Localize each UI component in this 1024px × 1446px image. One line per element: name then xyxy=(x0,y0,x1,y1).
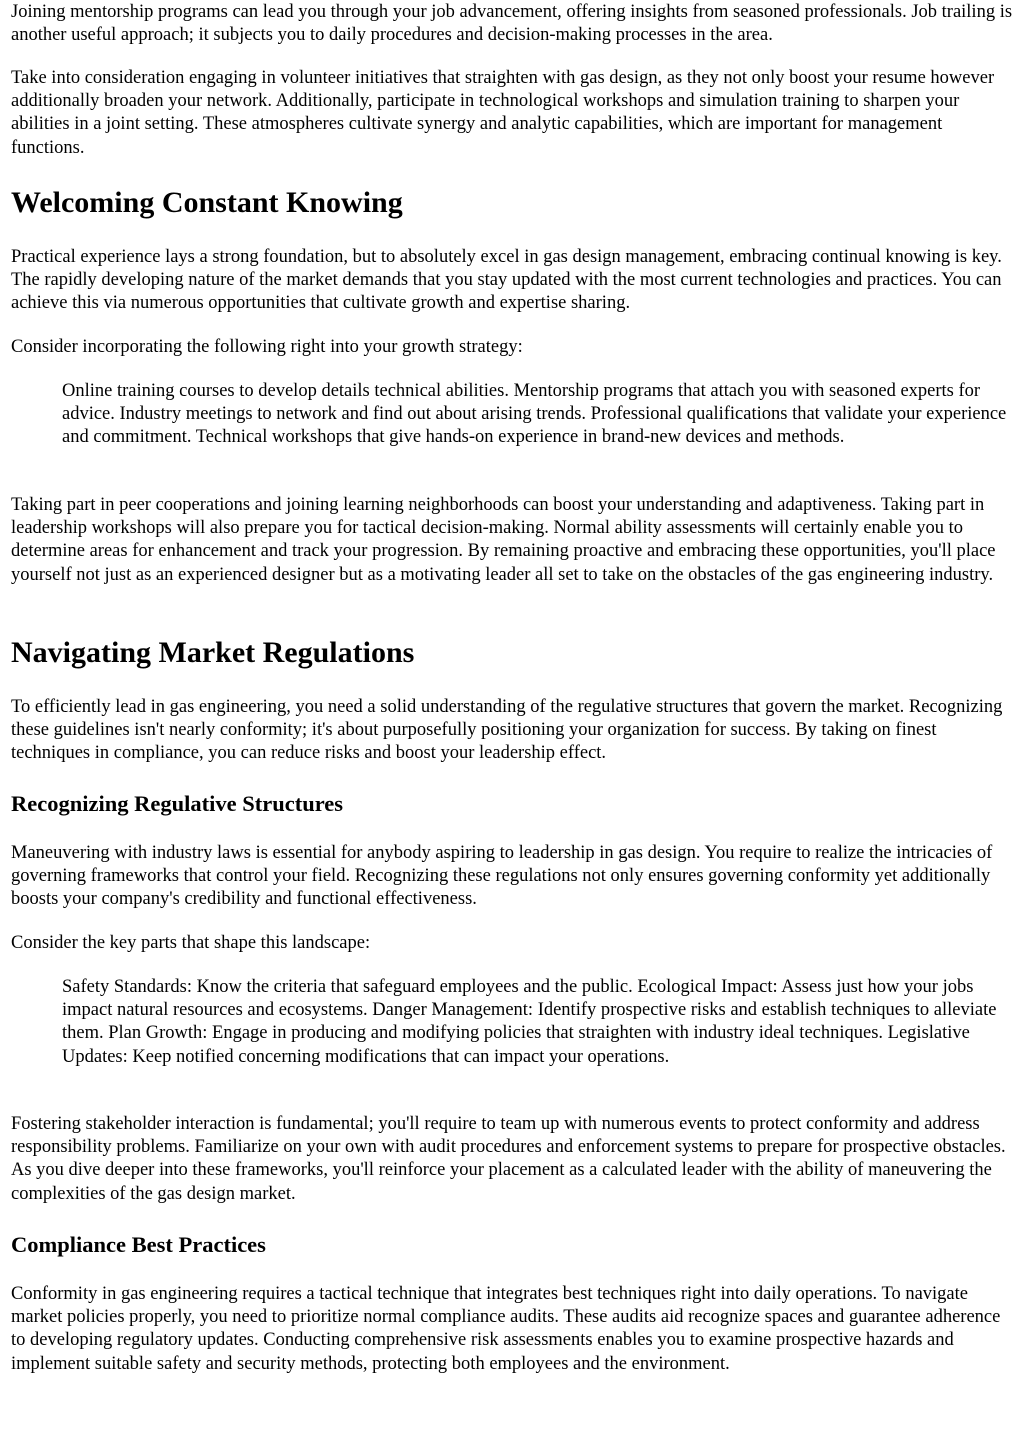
paragraph-stakeholder-interaction: Fostering stakeholder interaction is fundamental; you'll require to team up with numerous events to protect conformity and address responsibility problems. Familiarize on your own with audit procedures and enforcement systems to prepare for prospective obstacles. As you dive deeper into these frameworks, you'll reinforce your placement as a calculated leader with the ability of maneuvering the complexities of the gas design market. xyxy=(11,1114,1006,1204)
paragraph-consider-incorporating: Consider incorporating the following right into your growth strategy: xyxy=(11,337,523,357)
paragraph-conformity: Conformity in gas engineering requires a tactical technique that integrates best techniques right into daily operations. To navigate market policies properly, you need to prioritize normal compliance audits. These audits aid recognize spaces and guarantee adherence to developing regulatory updates. Conducting comprehensive risk assessments enables you to examine prospective hazards and implement suitable safety and security methods, protecting both employees and the environment. xyxy=(11,1284,1001,1374)
heading-compliance-best-practices: Compliance Best Practices xyxy=(11,1232,266,1257)
paragraph-volunteer: Take into consideration engaging in volunteer initiatives that straighten with gas design, as they not only boost your resume however additionally broaden your network. Additionally, participate in technological workshops and simulation training to sharpen your abilities in a joint setting. These atmospheres cultivate synergy and analytic capabilities, which are important for management functions. xyxy=(11,68,995,158)
quote-growth-strategy: Online training courses to develop details technical abilities. Mentorship programs that attach you with seasoned experts for advice. Industry meetings to network and find out about arising trends. Professional qualifications that validate your experience and commitment. Technical workshops that give hands-on experience in brand-new devices and methods. xyxy=(62,381,1007,448)
quote-landscape-parts: Safety Standards: Know the criteria that safeguard employees and the public. Ecological Impact: Assess just how your jobs impact natural resources and ecosystems. Danger Management: Identify prospective risks and establish techniques to alleviate them. Plan Growth: Engage in producing and modifying policies that straighten with industry ideal techniques. Legislative Updates: Keep notified concerning modifications that can impact your operations. xyxy=(62,977,997,1067)
paragraph-practical-experience: Practical experience lays a strong foundation, but to absolutely excel in gas design management, embracing continual knowing is key. The rapidly developing nature of the market demands that you stay updated with the most current technologies and practices. You can achieve this via numerous opportunities that cultivate growth and expertise sharing. xyxy=(11,247,1002,314)
heading-recognizing-regulative-structures: Recognizing Regulative Structures xyxy=(11,791,344,816)
paragraph-key-parts: Consider the key parts that shape this landscape: xyxy=(11,933,371,953)
paragraph-lead-gas-engineering: To efficiently lead in gas engineering, you need a solid understanding of the regulative structures that govern the market. Recognizing these guidelines isn't nearly conformity; it's about purposefully positioning your organization for success. By taking on finest techniques in compliance, you can reduce risks and boost your leadership effect. xyxy=(11,697,1003,764)
paragraph-maneuvering-laws: Maneuvering with industry laws is essential for anybody aspiring to leadership in gas design. You require to realize the intricacies of governing frameworks that control your field. Recognizing these regulations not only ensures governing conformity yet additionally boosts your company's credibility and functional effectiveness. xyxy=(11,843,993,910)
paragraph-mentorship: Joining mentorship programs can lead you through your job advancement, offering insights from seasoned professionals. Job trailing is another useful approach; it subjects you to daily procedures and decision-making processes in the area. xyxy=(11,2,1013,46)
paragraph-peer-cooperations: Taking part in peer cooperations and joining learning neighborhoods can boost your understanding and adaptiveness. Taking part in leadership workshops will also prepare you for tactical decision-making. Normal ability assessments will certainly enable you to determine areas for enhancement and track your progression. By remaining proactive and embracing these opportunities, you'll place yourself not just as an experienced designer but as a motivating leader all set to take on the obstacles of the gas engineering industry. xyxy=(11,495,996,585)
heading-welcoming-constant-knowing: Welcoming Constant Knowing xyxy=(11,186,403,219)
heading-navigating-market-regulations: Navigating Market Regulations xyxy=(11,636,415,669)
